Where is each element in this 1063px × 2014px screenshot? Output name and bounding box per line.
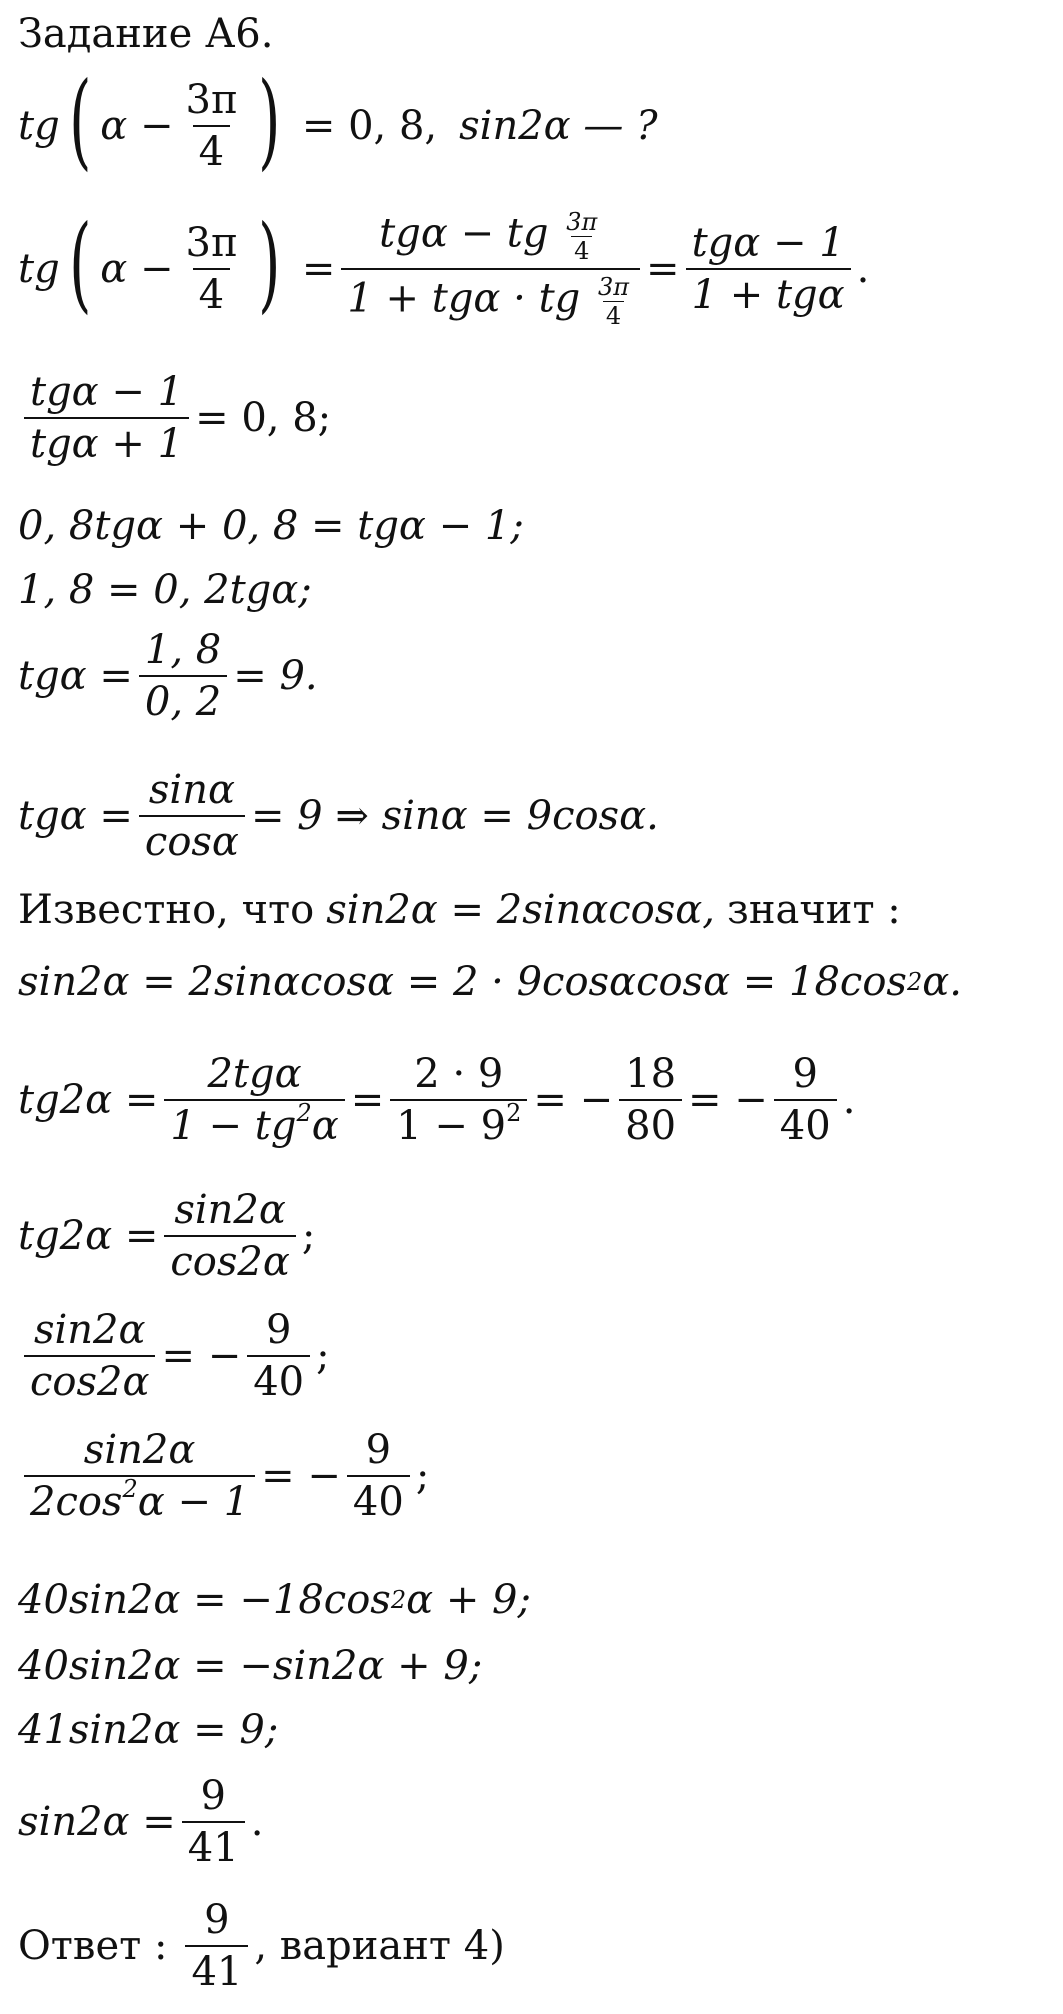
equation-lhs: tgα = [18,653,133,699]
right-paren: ) [258,202,281,324]
fraction-denominator: 0, 2 [139,675,227,722]
fraction-numerator: 9 [792,1051,818,1097]
fraction-numerator: 1, 8 [144,627,222,673]
equation-lhs: tg2α = [18,1213,159,1259]
fraction [24,1307,155,1405]
fraction [24,369,189,467]
small-numerator: 3π [566,208,598,236]
fraction-denominator: 41 [182,1821,245,1868]
fraction [164,1051,344,1149]
fraction [247,1307,310,1405]
equation-lhs: tg2α = [18,1077,159,1123]
task-heading-text: Задание А6. [18,11,274,57]
fraction-numerator: 9 [365,1427,392,1473]
equation-step-9 [18,1307,330,1405]
semicolon: ; [301,1213,316,1259]
denominator-text: 2cos [30,1479,123,1525]
equation-step-14 [18,1773,264,1871]
exponent: 2 [296,1099,312,1127]
equation-lhs: sin2α = [18,1799,176,1845]
problem-rhs: = 0, 8, [301,103,438,149]
equals-minus: = − [161,1333,242,1379]
tg-formula-fraction [341,210,640,328]
right-paren: ) [258,59,281,181]
therefore-text: значит : [727,887,901,933]
fraction-denominator: 41 [185,1945,248,1992]
fraction-denominator [341,268,640,328]
equation-step-13 [18,1707,279,1753]
equation-step-7 [18,1051,856,1149]
small-denominator: 4 [571,236,592,263]
equation-rhs: = 9. [233,653,318,699]
equation-step-1 [18,369,332,467]
equation-step-3 [18,567,312,613]
denominator-text: 1 + tgα · tg [347,275,581,322]
equation-text: 40sin2α = −18cos [18,1577,391,1623]
fraction-denominator: 1 + tgα [686,268,851,315]
equals-minus: = − [261,1453,341,1499]
fraction [139,767,245,865]
numerator-text: tgα − tg [379,210,549,257]
fraction-denominator: cosα [139,815,245,862]
fraction-denominator: tgα + 1 [24,417,189,464]
fraction-denominator: 4 [193,268,230,315]
fraction-numerator: 3π [185,77,238,123]
equation-step-11: 40sin2α = −18cos 2 α + 9; [18,1577,531,1623]
fraction-numerator: 9 [204,1897,230,1943]
fraction-numerator: 9 [265,1307,292,1353]
fraction-denominator: 40 [347,1475,410,1522]
fraction-numerator: sin2α [174,1187,286,1233]
fraction [164,1187,295,1285]
answer-line [18,1897,505,1995]
fraction [619,1051,682,1149]
equals-minus: = − [533,1077,614,1123]
fraction-denominator: 40 [774,1099,837,1146]
tg-symbol: tg [18,103,60,149]
answer-label: Ответ : [18,1923,168,1969]
answer-variant: , вариант 4) [254,1923,505,1969]
semicolon: ; [316,1333,330,1379]
fraction-numerator: sin2α [83,1427,196,1473]
fraction-numerator: tgα − 1 [30,369,184,415]
semicolon: ; [415,1453,430,1499]
alpha-minus: α − [100,246,174,292]
answer-fraction [185,1897,248,1995]
small-fraction-3pi-4 [563,210,600,263]
problem-question: sin2α — ? [459,103,658,149]
fraction [139,627,227,725]
equation-text: 40sin2α = −sin2α + 9; [18,1643,483,1689]
denominator-text: 1 − tg [170,1103,297,1149]
fraction [347,1427,410,1525]
fraction-denominator: cos2α [164,1235,295,1282]
alpha-minus: α − [100,103,174,149]
period: . [842,1077,856,1123]
period: . [856,246,870,292]
equation-step-6: sin2α = 2sinαcosα = 2 · 9cosαcosα = 18cos 2 α. [18,959,962,1005]
fraction-denominator: 40 [247,1355,310,1402]
tg-symbol: tg [18,246,60,292]
small-denominator: 4 [603,301,624,328]
equation-step-2 [18,503,524,549]
fraction-denominator [164,1099,344,1149]
fraction-denominator: 80 [619,1099,682,1146]
fraction [774,1051,837,1149]
problem-statement [18,59,658,181]
known-text: Известно, что [18,887,315,933]
fraction-numerator: 18 [625,1051,677,1097]
fraction [182,1773,245,1871]
fraction-3pi-4 [180,220,244,318]
fraction-denominator [390,1099,527,1149]
equation-text: 1, 8 = 0, 2tgα; [18,567,312,613]
fraction-denominator: 4 [193,125,230,172]
fraction-denominator: cos2α [24,1355,155,1402]
left-paren: ( [68,59,92,181]
equation-rhs: = 9 ⇒ sinα = 9cosα. [250,793,659,839]
exponent: 2 [122,1475,138,1503]
known-identity-line [18,887,901,933]
equation-text: 41sin2α = 9; [18,1707,279,1753]
equals-sign: = [301,246,336,292]
equation-step-5 [18,767,659,865]
left-paren: ( [68,202,92,324]
small-numerator: 3π [598,273,630,301]
equation-text: 0, 8tgα + 0, 8 = tgα − 1; [18,503,524,549]
equation-text: sin2α = 2sinαcosα = 2 · 9cosαcosα = 18cos [18,959,907,1005]
equals-sign: = [646,246,680,292]
fraction-denominator [24,1475,255,1525]
equals-sign: = [350,1077,385,1123]
identity-formula: sin2α = 2sinαcosα, [326,887,716,933]
small-fraction-3pi-4 [595,275,632,328]
equation-step-4 [18,627,318,725]
equation-rhs: = 0, 8; [195,395,332,441]
fraction [24,1427,255,1525]
tg-difference-expansion [18,202,870,330]
equals-minus: = − [688,1077,768,1123]
fraction-numerator: tgα − 1 [691,220,845,266]
simplified-fraction [686,220,851,318]
equation-step-8 [18,1187,316,1285]
fraction-numerator: 2 · 9 [414,1051,504,1097]
fraction-numerator: sin2α [33,1307,146,1353]
equation-end: α + 9; [406,1577,531,1623]
equation-end: α. [922,959,962,1005]
task-heading [18,11,274,57]
fraction-numerator: 2tgα [207,1051,302,1097]
fraction-3pi-4 [180,77,244,175]
exponent: 2 [506,1099,522,1127]
equation-step-10 [18,1427,430,1525]
fraction-numerator: 3π [185,220,238,266]
period: . [250,1799,264,1845]
fraction [390,1051,527,1149]
equation-step-12 [18,1643,483,1689]
denominator-text: α [311,1103,339,1149]
fraction-numerator: 9 [200,1773,226,1819]
denominator-text: α − 1 [137,1479,250,1525]
equation-lhs: tgα = [18,793,133,839]
denominator-text: 1 − 9 [396,1103,507,1149]
fraction-numerator: sinα [148,767,235,813]
fraction-numerator [373,210,608,268]
